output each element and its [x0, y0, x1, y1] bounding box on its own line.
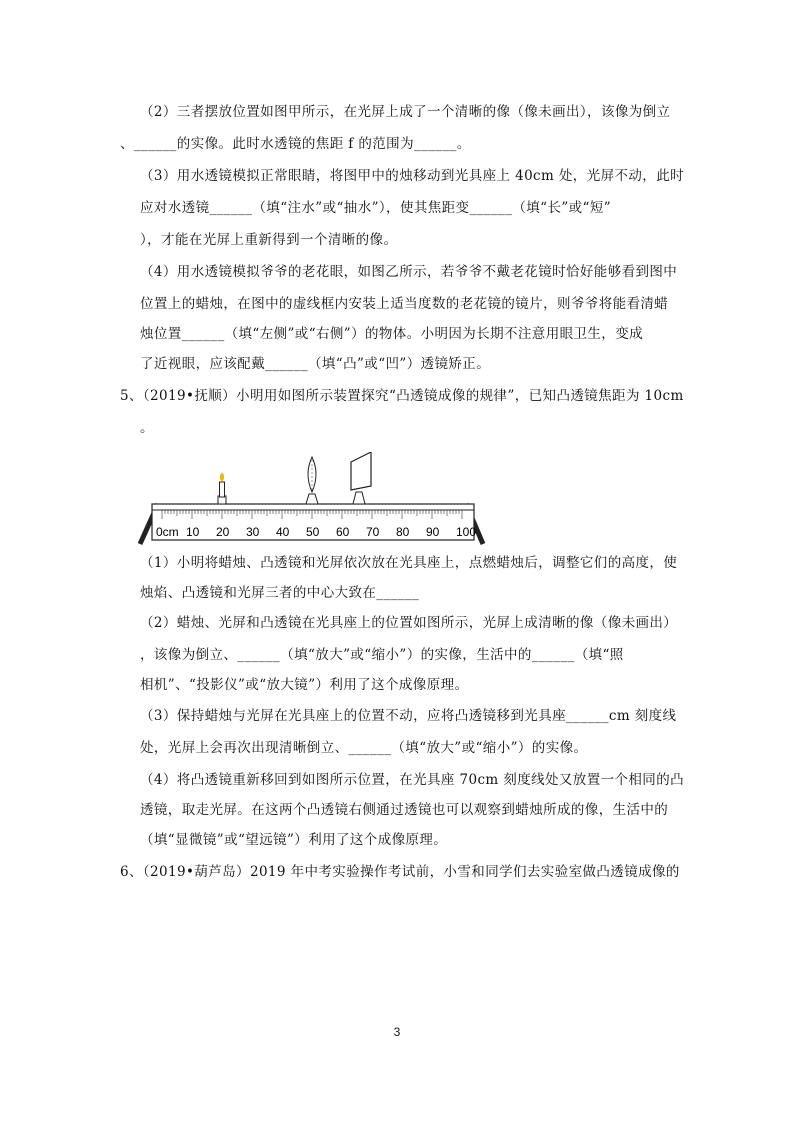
line-21: 6、（2019•葫芦岛）2019 年中考实验操作考试前，小雪和同学们去实验室做凸透镜成像的 — [120, 864, 680, 880]
screen-panel — [351, 452, 371, 490]
light-screen — [351, 452, 371, 504]
line-17: 处，光屏上会再次出现清晰倒立、______（填“放大”或“缩小”）的实像。 — [140, 740, 588, 756]
line-18: （4）将凸透镜重新移回到如图所示位置，在光具座 70cm 刻度线处又放置一个相同的凸 — [140, 772, 685, 788]
tick-label-8: 80 — [396, 525, 410, 539]
line-16: （3）保持蜡烛与光屏在光具座上的位置不动，应将凸透镜移到光具座______cm 刻度线 — [140, 708, 677, 724]
tick-label-0: 0cm — [156, 525, 179, 539]
tick-label-10: 100 — [456, 525, 477, 539]
candle — [218, 473, 226, 504]
line-19: 透镜，取走光屏。在这两个凸透镜右侧通过透镜也可以观察到蜡烛所成的像，生活中的 — [140, 802, 669, 818]
optical-bench-svg — [138, 452, 488, 547]
tick-label-9: 90 — [426, 525, 440, 539]
line-20: （填“显微镜”或“望远镜”）利用了这个成像原理。 — [140, 832, 448, 848]
page-number: 3 — [393, 1025, 401, 1039]
tick-label-5: 50 — [306, 525, 320, 539]
candle-flame — [220, 473, 224, 481]
tick-label-6: 60 — [336, 525, 350, 539]
screen-stand — [353, 492, 365, 504]
line-8: 了近视眼，应该配戴______（填“凸”或“凹”）透镜矫正。 — [140, 356, 491, 372]
tick-label-2: 20 — [216, 525, 230, 539]
line-14: ，该像为倒立、______（填“放大”或“缩小”）的实像，生活中的______（填“照 — [140, 647, 624, 663]
lens-shape — [308, 457, 316, 492]
lens-stand — [306, 494, 318, 504]
line-1: 、______的实像。此时水透镜的焦距 f 的范围为______。 — [120, 136, 471, 152]
line-3: 应对水透镜______（填“注水”或“抽水”），使其焦距变______（填“长”或“短” — [140, 200, 612, 216]
line-13: （2）蜡烛、光屏和凸透镜在光具座上的位置如图所示，光屏上成清晰的像（像未画出） — [140, 615, 678, 631]
line-5: （4）用水透镜模拟爷爷的老花眼，如图乙所示，若爷爷不戴老花镜时恰好能够看到图中 — [140, 264, 678, 280]
line-15: 相机”、“投影仪”或“放大镜”）利用了这个成像原理。 — [140, 677, 469, 693]
line-0: （2）三者摆放位置如图甲所示，在光屏上成了一个清晰的像（像未画出），该像为倒立 — [140, 104, 671, 120]
tick-label-7: 70 — [366, 525, 380, 539]
line-6: 位置上的蜡烛，在图中的虚线框内安装上适当度数的老花镜的镜片，则爷爷将能看清蜡 — [140, 296, 669, 312]
line-12: 烛焰、凸透镜和光屏三者的中心大致在______ — [140, 585, 420, 601]
optical-bench-figure — [138, 452, 488, 547]
tick-label-3: 30 — [246, 525, 260, 539]
tick-label-4: 40 — [276, 525, 290, 539]
line-2: （3）用水透镜模拟正常眼睛，将图甲中的烛移动到光具座上 40cm 处，光屏不动，此时 — [140, 168, 685, 184]
line-10: 。 — [140, 420, 154, 436]
line-4: ），才能在光屏上重新得到一个清晰的像。 — [140, 232, 398, 248]
line-9: 5、（2019•抚顺）小明用如图所示装置探究“凸透镜成像的规律”，已知凸透镜焦距为 10cm — [120, 388, 684, 404]
tick-label-1: 10 — [186, 525, 200, 539]
candle-body — [220, 482, 225, 497]
line-7: 烛位置______（填“左侧”或“右侧”）的物体。小明因为长期不注意用眼卫生，变成 — [140, 326, 644, 342]
line-11: （1）小明将蜡烛、凸透镜和光屏依次放在光具座上，点燃蜡烛后，调整它们的高度，使 — [140, 555, 678, 571]
convex-lens — [306, 457, 318, 504]
